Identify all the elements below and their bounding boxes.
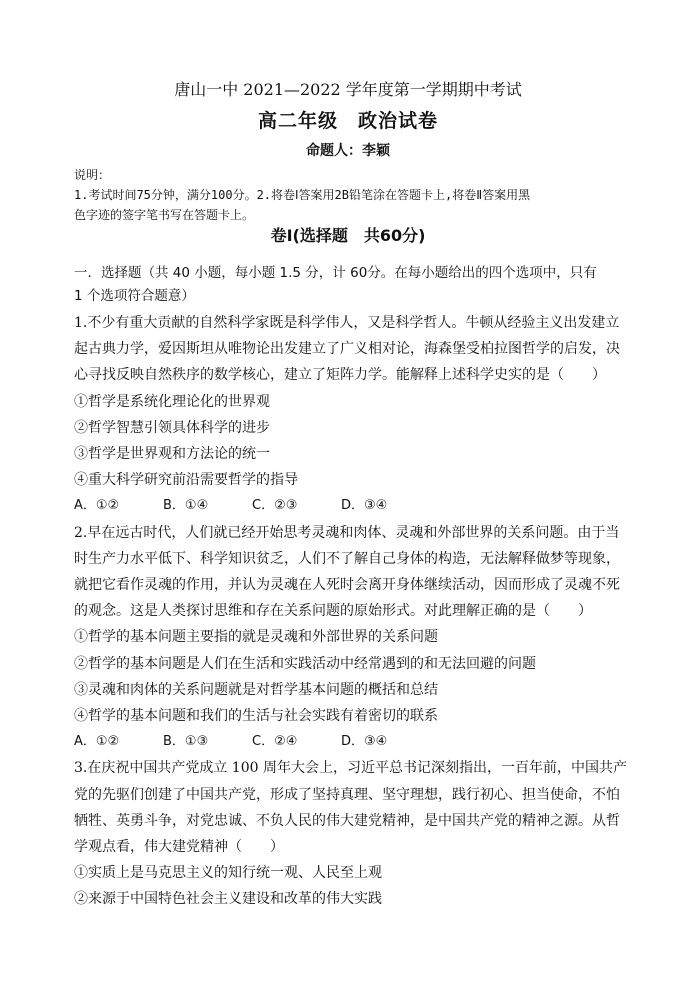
question-stem-line: 党的先驱们创建了中国共产党，形成了坚持真理、坚守理想，践行初心、担当使命，不怕 bbox=[74, 786, 620, 803]
question-options bbox=[74, 729, 630, 755]
question-2 bbox=[74, 520, 630, 756]
option-d: D．③④ bbox=[341, 498, 388, 514]
question-3 bbox=[74, 755, 630, 912]
option-d: D．③④ bbox=[341, 734, 388, 750]
question-options bbox=[74, 493, 630, 519]
instruction-line: 1 个选项符合题意） bbox=[74, 288, 195, 304]
exam-subtitle: 高二年级 政治试卷 bbox=[257, 110, 438, 132]
question-stem-line: 时生产力水平低下、科学知识贫乏，人们不了解自己身体的构造，无法解释做梦等现象， bbox=[74, 550, 620, 567]
instruction-line: 一．选择题（共 40 小题，每小题 1.5 分，计 60分。在每小题给出的四个选项中，只有 bbox=[74, 265, 597, 281]
option-b: B．①③ bbox=[163, 734, 209, 750]
exam-author: 命题人：李颖 bbox=[306, 143, 390, 159]
question-stem-line: 牺牲、英勇斗争，对党忠诚、不负人民的伟大建党精神，是中国共产党的精神之源。从哲 bbox=[74, 812, 620, 829]
question-statement: ②哲学智慧引领具体科学的进步 bbox=[74, 419, 270, 436]
notes-label: 说明： bbox=[74, 168, 111, 182]
question-stem-line: 心寻找反映自然秩序的数学核心，建立了矩阵力学。能解释上述科学史实的是（ ） bbox=[74, 367, 606, 384]
section-instruction bbox=[74, 262, 630, 308]
question-statement: ①哲学是系统化理论化的世界观 bbox=[74, 393, 270, 410]
notes-line: 1.考试时间75分钟，满分100分。2.将卷Ⅰ答案用2B铅笔涂在答题卡上,将卷Ⅱ答案用黑 bbox=[74, 188, 531, 202]
question-stem-line: 学观点看，伟大建党精神（ ） bbox=[74, 839, 284, 856]
exam-notes bbox=[74, 165, 634, 225]
question-stem-line: 2.早在远古时代，人们就已经开始思考灵魂和肉体、灵魂和外部世界的关系问题。由于当 bbox=[74, 524, 620, 541]
question-statement: ③灵魂和肉体的关系问题就是对哲学基本问题的概括和总结 bbox=[74, 681, 438, 698]
question-stem-line: 3.在庆祝中国共产党成立 100 周年大会上，习近平总书记深刻指出，一百年前，中国共产 bbox=[74, 760, 627, 777]
option-a: A．①② bbox=[74, 734, 120, 750]
question-1 bbox=[74, 310, 630, 520]
option-c: C．②③ bbox=[252, 498, 298, 514]
question-statement: ①实质上是马克思主义的知行统一观、人民至上观 bbox=[74, 865, 382, 882]
exam-title: 唐山一中 2021—2022 学年度第一学期期中考试 bbox=[174, 80, 522, 99]
option-b: B．①④ bbox=[163, 498, 209, 514]
question-stem-line: 起古典力学，爱因斯坦从唯物论出发建立了广义相对论，海森堡受柏拉图哲学的启发，决 bbox=[74, 341, 620, 358]
option-c: C．②④ bbox=[252, 734, 298, 750]
question-stem-line: 的观念。这是人类探讨思维和存在关系问题的原始形式。对此理解正确的是（ ） bbox=[74, 603, 592, 620]
question-statement: ④重大科学研究前沿需要哲学的指导 bbox=[74, 472, 298, 489]
question-statement: ②来源于中国特色社会主义建设和改革的伟大实践 bbox=[74, 891, 382, 908]
notes-line: 色字迹的签字笔书写在答题卡上。 bbox=[74, 208, 255, 222]
question-statement: ④哲学的基本问题和我们的生活与社会实践有着密切的联系 bbox=[74, 708, 438, 725]
question-body bbox=[74, 262, 630, 913]
section-title: 卷Ⅰ(选择题 共60分) bbox=[270, 226, 426, 245]
question-stem-line: 就把它看作灵魂的作用，并认为灵魂在人死时会离开身体继续活动，因而形成了灵魂不死 bbox=[74, 577, 620, 594]
question-stem-line: 1.不少有重大贡献的自然科学家既是科学伟人，又是科学哲人。牛顿从经验主义出发建立 bbox=[74, 315, 620, 331]
question-statement: ②哲学的基本问题是人们在生活和实践活动中经常遇到的和无法回避的问题 bbox=[74, 655, 536, 672]
question-statement: ③哲学是世界观和方法论的统一 bbox=[74, 446, 270, 463]
question-statement: ①哲学的基本问题主要指的就是灵魂和外部世界的关系问题 bbox=[74, 629, 438, 646]
option-a: A．①② bbox=[74, 498, 120, 514]
